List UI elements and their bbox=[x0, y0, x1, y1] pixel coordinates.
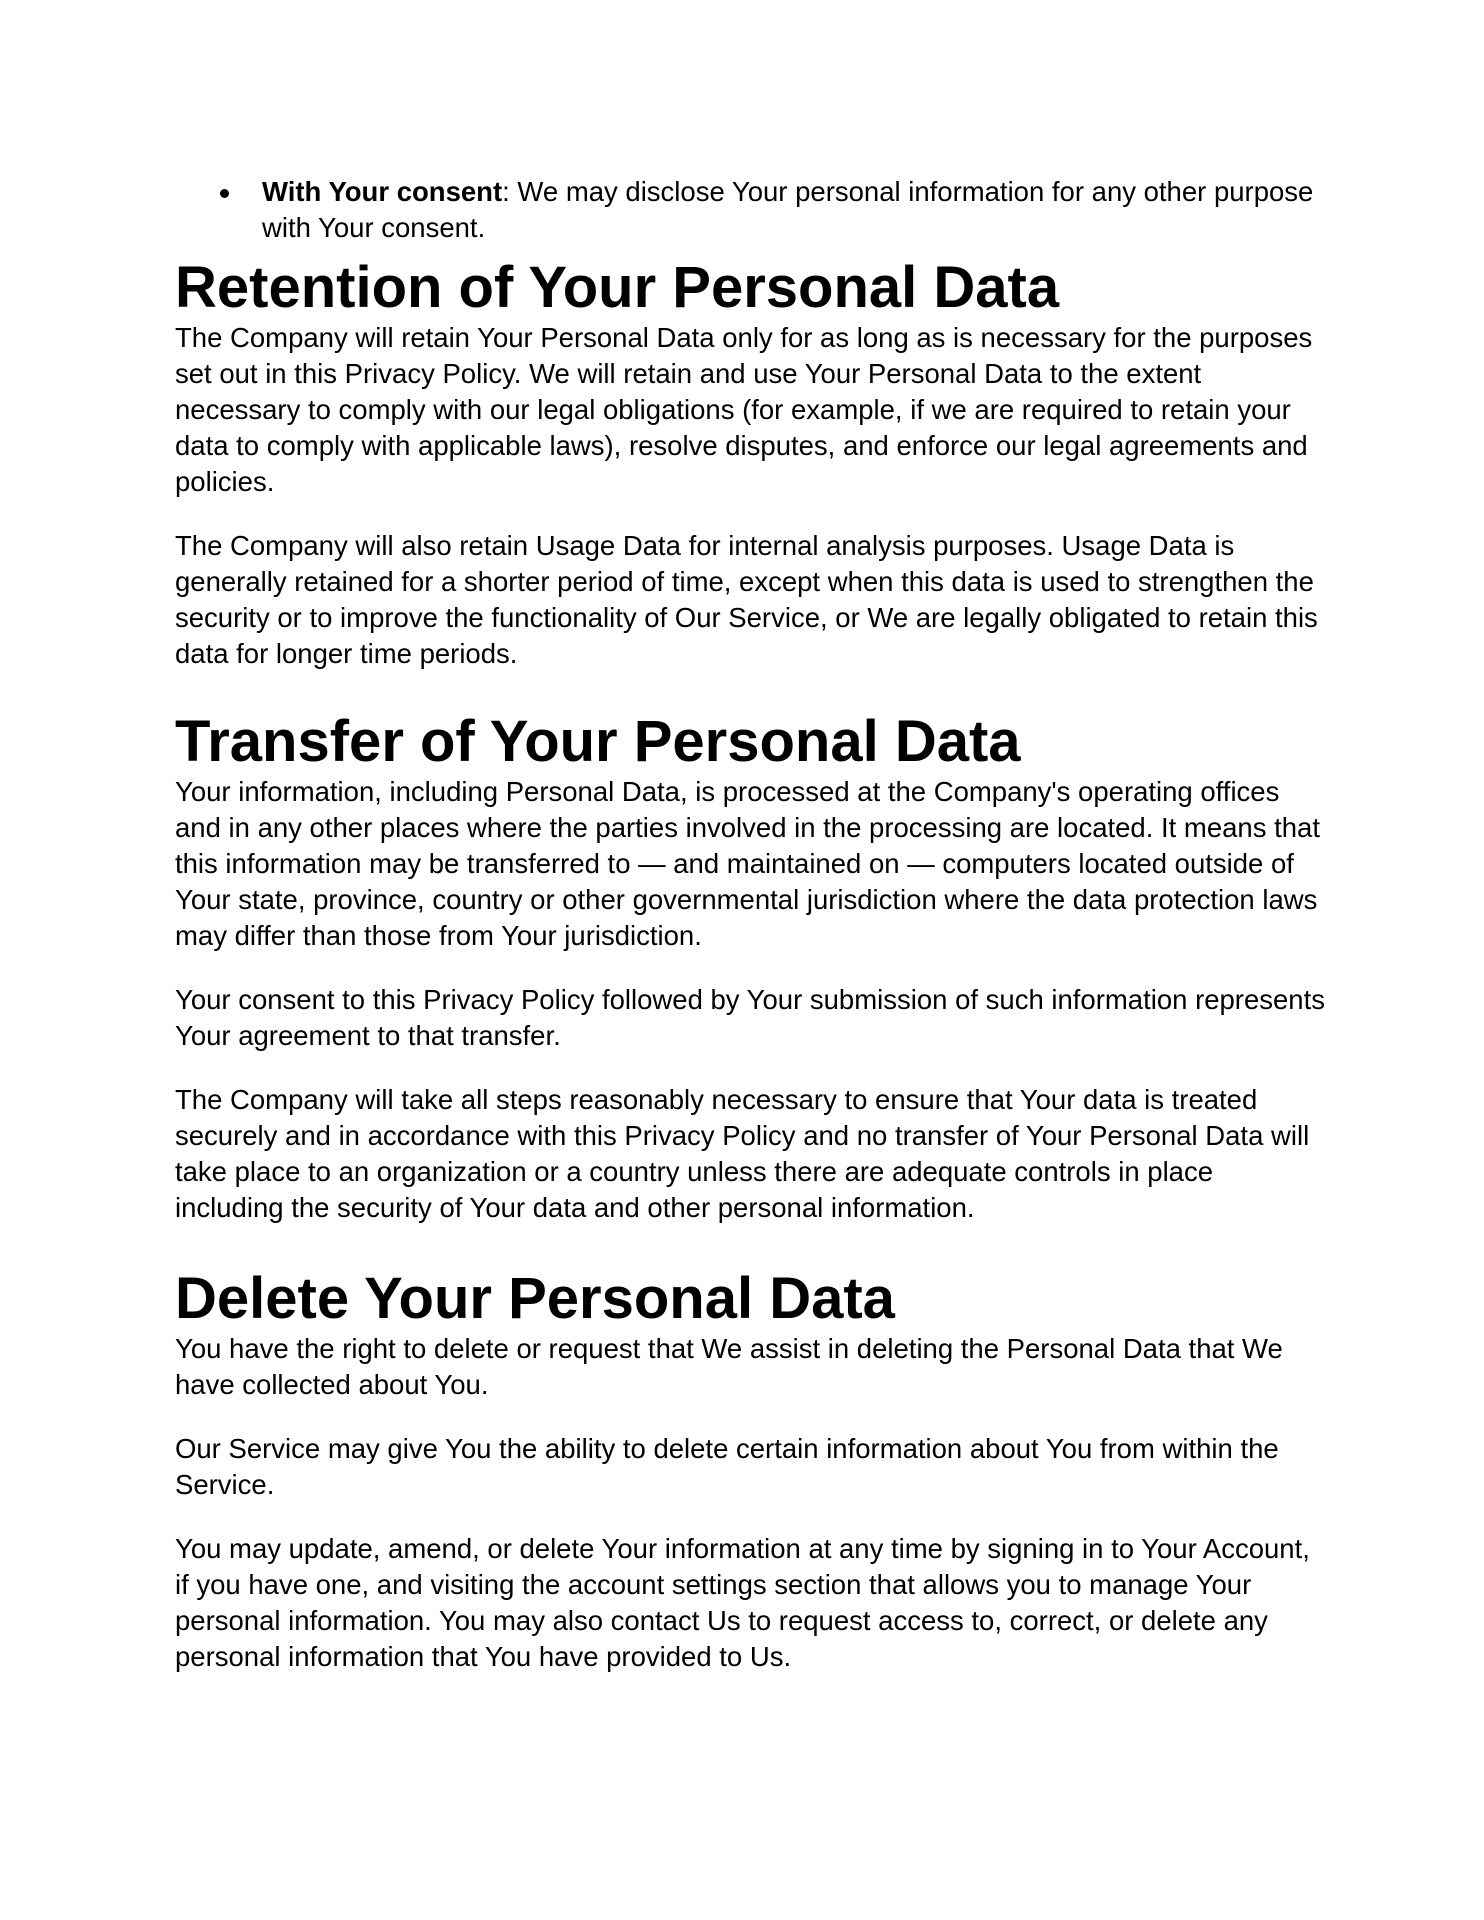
bullet-list bbox=[175, 174, 1315, 246]
list-item-consent bbox=[175, 174, 1315, 246]
section-paragraph: You have the right to delete or request that We assist in deleting the Personal Data that We have collected about You. bbox=[175, 1333, 1283, 1400]
section-heading: Transfer of Your Personal Data bbox=[175, 709, 1021, 774]
section-transfer bbox=[175, 710, 1325, 1254]
section-delete bbox=[175, 1267, 1325, 1703]
section-heading: Retention of Your Personal Data bbox=[175, 255, 1060, 320]
section-paragraph: The Company will also retain Usage Data for internal analysis purposes. Usage Data is generally retained for a shorter period of time, except when this data is used to strengthen the security or to improve the functionality of Our Service, or We are legally obligated to retain this data for longer time periods. bbox=[175, 530, 1318, 669]
section-paragraph: The Company will take all steps reasonably necessary to ensure that Your data is treated securely and in accordance with this Privacy Policy and no transfer of Your Personal Data will take place to an organization or a country unless there are adequate controls in place including the security of Your data and other personal information. bbox=[175, 1084, 1310, 1223]
section-paragraph: Our Service may give You the ability to delete certain information about You from within the Service. bbox=[175, 1433, 1279, 1500]
bullet-text: : We may disclose Your personal information for any other purpose with Your consent. bbox=[262, 176, 1314, 243]
section-paragraph: Your information, including Personal Data, is processed at the Company's operating offices and in any other places where the parties involved in the processing are located. It means that this information may be transferred to — and maintained on — computers located outside of Your state, province, country or other governmental jurisdiction where the data protection laws may differ than those from Your jurisdiction. bbox=[175, 776, 1320, 951]
bullet-icon bbox=[220, 189, 229, 198]
section-paragraph: You may update, amend, or delete Your information at any time by signing in to Your Account, if you have one, and visiting the account settings section that allows you to manage Your personal information. You may also contact Us to request access to, correct, or delete any personal information that You have provided to Us. bbox=[175, 1533, 1310, 1672]
bullet-term: With Your consent bbox=[262, 176, 503, 207]
section-paragraph: The Company will retain Your Personal Data only for as long as is necessary for the purposes set out in this Privacy Policy. We will retain and use Your Personal Data to the extent necessary to comply with our legal obligations (for example, if we are required to retain your data to comply with applicable laws), resolve disputes, and enforce our legal agreements and policies. bbox=[175, 322, 1313, 497]
section-retention bbox=[175, 256, 1325, 700]
section-paragraph: Your consent to this Privacy Policy followed by Your submission of such information represents Your agreement to that transfer. bbox=[175, 984, 1325, 1051]
section-heading: Delete Your Personal Data bbox=[175, 1266, 895, 1331]
